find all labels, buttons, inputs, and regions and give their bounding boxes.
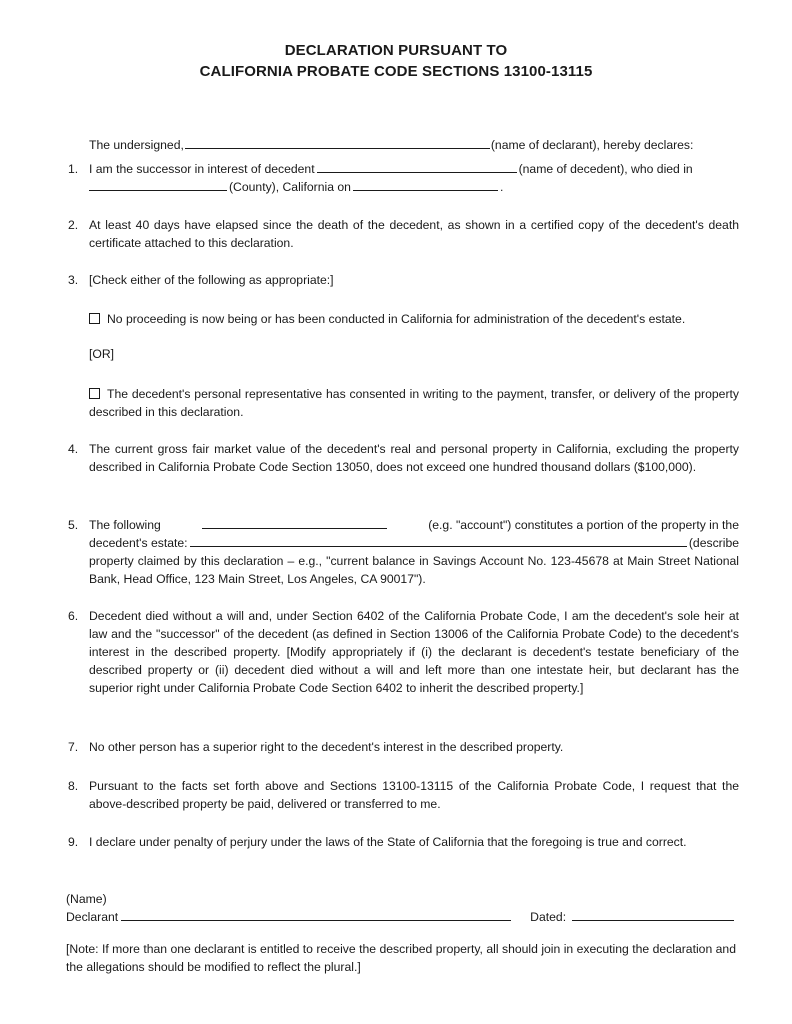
item-1-text-b: (name of decedent), who died in <box>518 162 693 176</box>
item-5-text-a: The following <box>89 518 161 532</box>
item-2-number: 2. <box>68 218 79 232</box>
item-3-number: 3. <box>68 273 79 287</box>
item-1-text-a: I am the successor in interest of decedent <box>89 162 315 176</box>
item-5-line-1 <box>89 516 739 534</box>
item-3-text: [Check either of the following as appropriate:] <box>89 273 334 287</box>
item-9-text: I declare under penalty of perjury under the laws of the State of California that the foregoing is true and correct. <box>89 835 687 849</box>
item-4-text: The current gross fair market value of the decedent's real and personal property in California, excluding the property described in California Probate Code Section 13050, does not exceed one hundred thousand dollars ($100,000). <box>89 442 739 474</box>
item-1-text-c: (County), California on <box>229 180 351 194</box>
date-of-death-field[interactable] <box>353 178 498 191</box>
item-5-text-d: (describe <box>688 536 739 550</box>
item-9-number: 9. <box>68 835 79 849</box>
item-5-text-e: property claimed by this declaration – e.g., "current balance in Savings Account No. 123-45678 at Main Street National Bank, Head Office, 123 Main Street, Los Angeles, CA 90017"). <box>89 554 739 586</box>
intro-prefix: The undersigned, <box>89 138 184 152</box>
option-a-checkbox[interactable] <box>89 313 100 324</box>
item-4-number: 4. <box>68 442 79 456</box>
item-2-text: At least 40 days have elapsed since the death of the decedent, as shown in a certified copy of the decedent's death certificate attached to this declaration. <box>89 218 739 250</box>
item-6-number: 6. <box>68 609 79 623</box>
declarant-signature-field[interactable] <box>121 908 511 921</box>
decedent-name-field[interactable] <box>317 160 517 173</box>
signature-date-field[interactable] <box>572 908 734 921</box>
signature-line <box>66 908 736 926</box>
item-3-option-a <box>89 310 685 328</box>
property-type-field[interactable] <box>202 516 387 529</box>
declarant-name-field[interactable] <box>185 136 490 149</box>
county-field[interactable] <box>89 178 227 191</box>
property-description-field[interactable] <box>190 534 687 547</box>
item-5-text-c: decedent's estate: <box>89 536 188 550</box>
declarant-label: Declarant <box>66 910 119 924</box>
item-1-line-2 <box>89 178 503 196</box>
intro-suffix: (name of declarant), hereby declares: <box>490 138 694 152</box>
item-3-option-b <box>89 385 739 421</box>
item-1-line-1 <box>89 160 739 178</box>
or-label: [OR] <box>89 347 115 361</box>
item-5-text-b: (e.g. "account") constitutes a portion of the property in the <box>428 518 739 532</box>
option-b-checkbox[interactable] <box>89 388 100 399</box>
item-5-line-2 <box>89 534 739 552</box>
item-6-text: Decedent died without a will and, under Section 6402 of the California Probate Code, I am the decedent's sole heir at law and the "successor" of the decedent (as defined in Section 13006 of the California Probate Code) to the decedent's interest in the described property. [Modify appropriately if (i) the declarant is decedent's testate beneficiary of the described property or (ii) decedent died without a will and left more than one intestate heir, but declarant has the superior right under California Probate Code Section 6402 to inherit the described property.] <box>89 609 739 695</box>
item-5-number: 5. <box>68 518 79 532</box>
option-a-label: No proceeding is now being or has been conducted in California for administration of the decedent's estate. <box>107 312 686 326</box>
item-1-number: 1. <box>68 162 79 176</box>
item-1-text-d: . <box>499 180 504 194</box>
document-title-line-2: CALIFORNIA PROBATE CODE SECTIONS 13100-13115 <box>199 63 593 80</box>
item-7-text: No other person has a superior right to the decedent's interest in the described property. <box>89 740 564 754</box>
item-8-number: 8. <box>68 779 79 793</box>
intro-line <box>89 136 739 154</box>
dated-label: Dated: <box>530 910 567 924</box>
document-title-line-1: DECLARATION PURSUANT TO <box>284 42 508 59</box>
option-b-label: The decedent's personal representative has consented in writing to the payment, transfer, or delivery of the property described in this declaration. <box>89 387 739 419</box>
item-8-text: Pursuant to the facts set forth above and Sections 13100-13115 of the California Probate Code, I request that the above-described property be paid, delivered or transferred to me. <box>89 779 739 811</box>
item-7-number: 7. <box>68 740 79 754</box>
plural-note: [Note: If more than one declarant is entitled to receive the described property, all should join in executing the declaration and the allegations should be modified to reflect the plural.] <box>66 942 736 974</box>
name-label: (Name) <box>66 892 107 906</box>
